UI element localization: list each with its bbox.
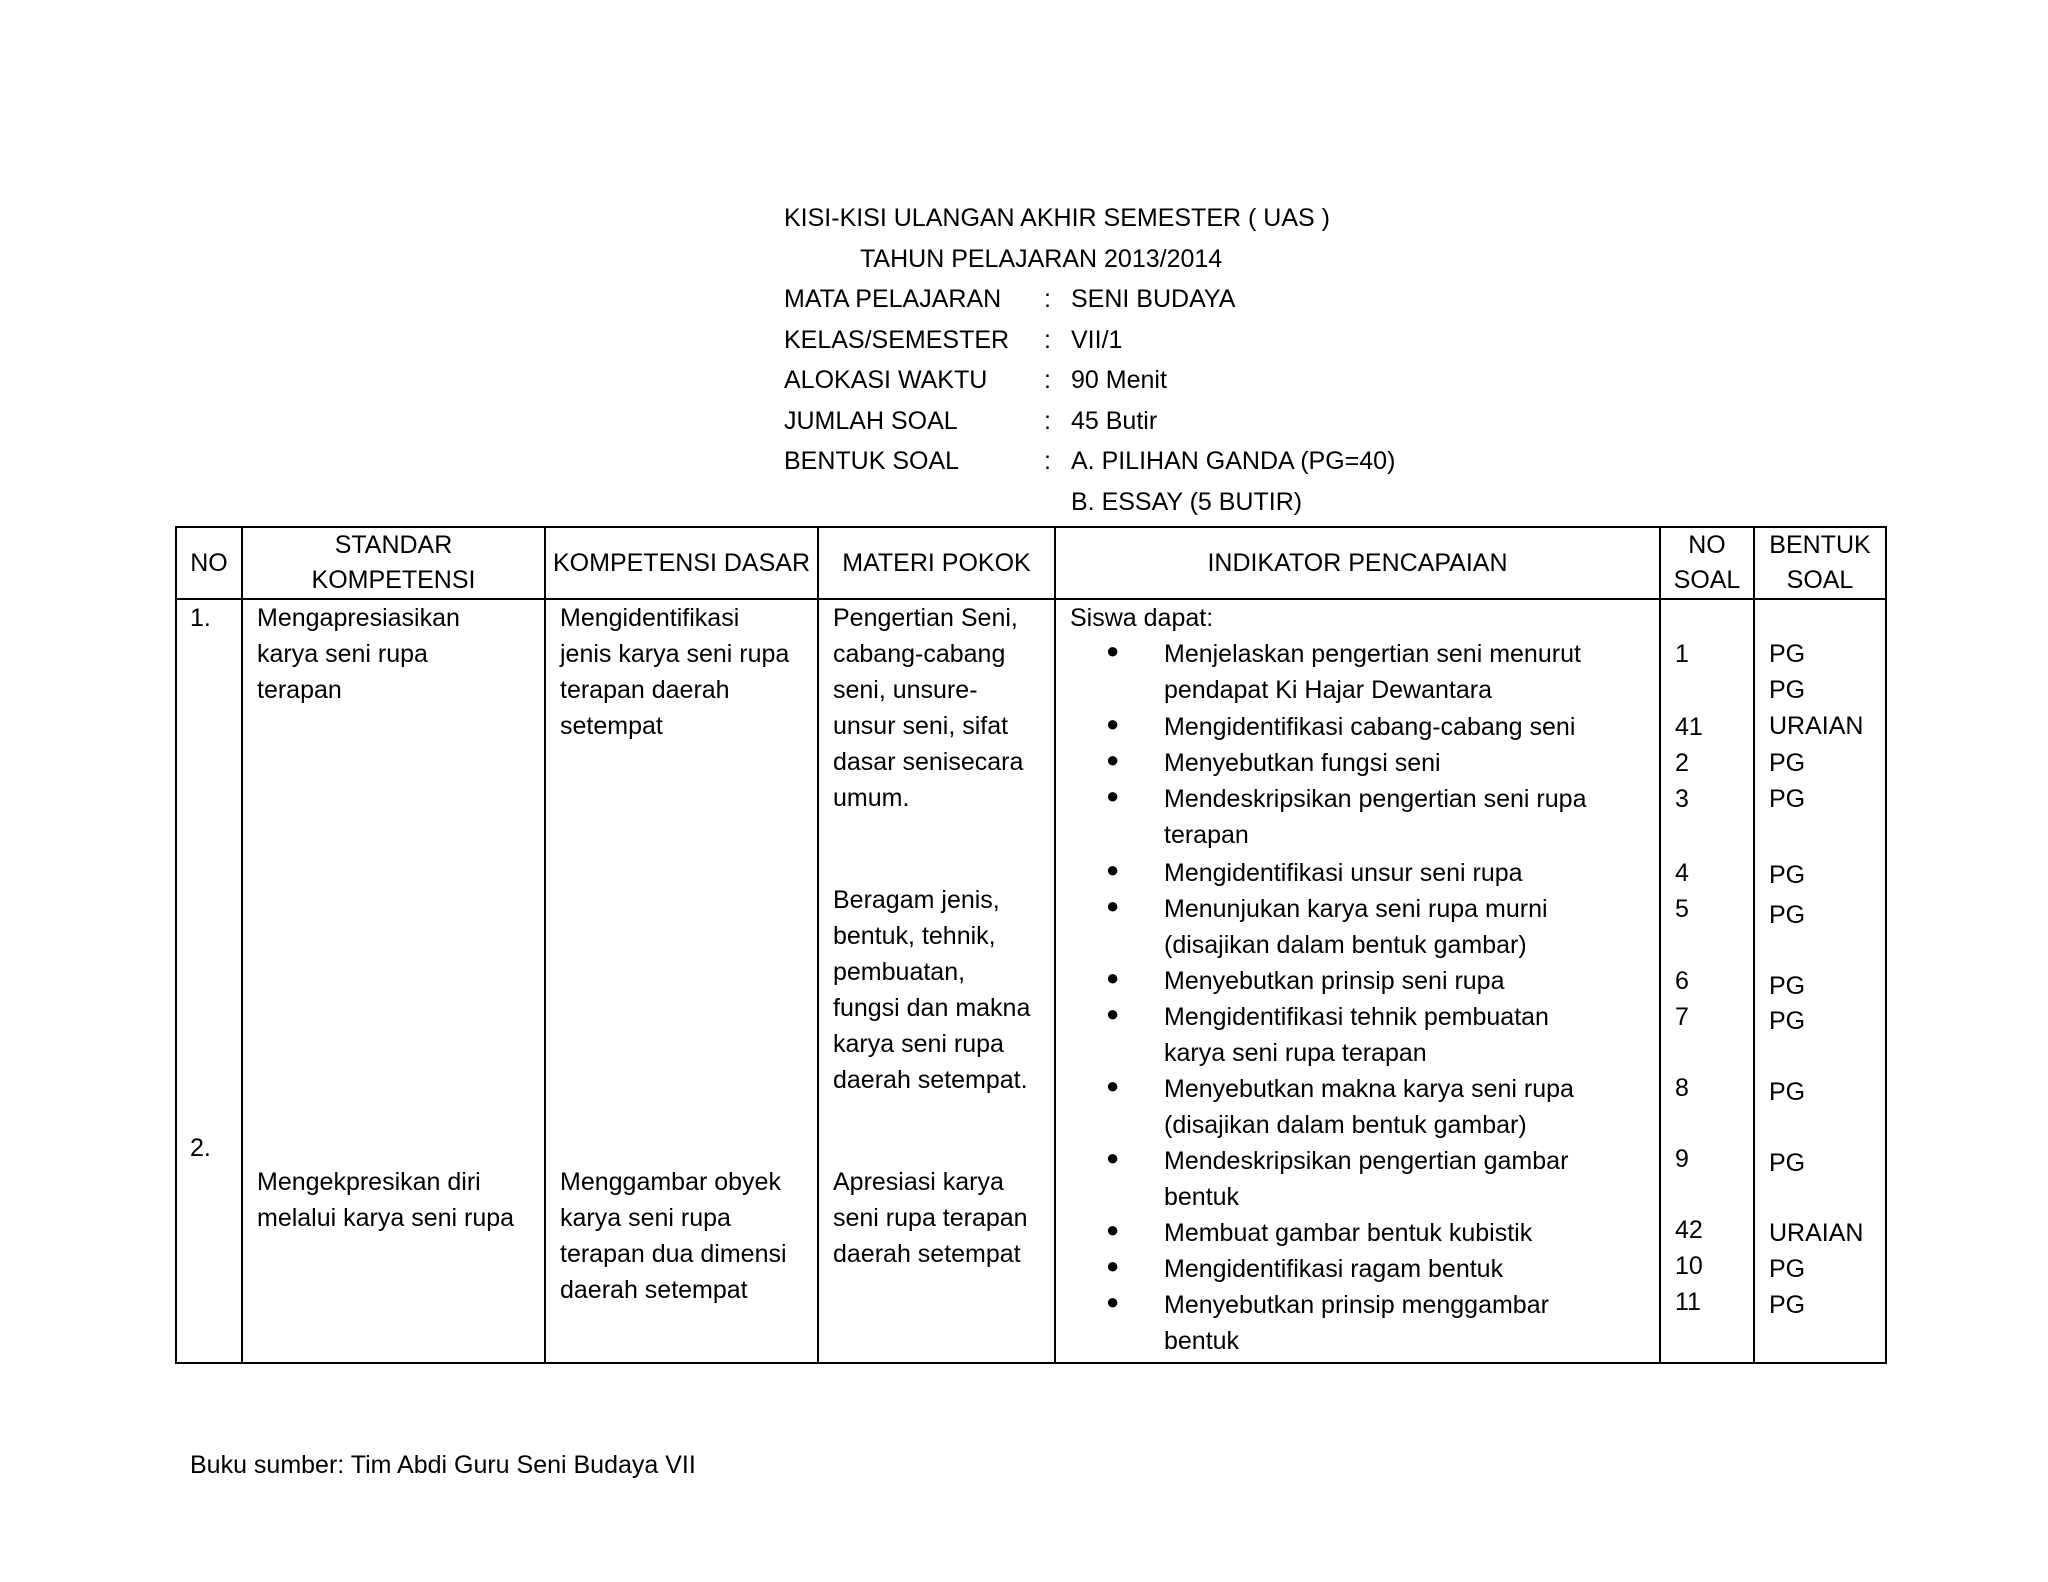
indikator-intro: Siswa dapat: (1070, 604, 1214, 632)
info-value: SENI BUDAYA (1071, 285, 1236, 313)
info-label: ALOKASI WAKTU (784, 366, 988, 394)
cell-no: 1. 2. (176, 599, 242, 1363)
info-label: KELAS/SEMESTER (784, 326, 1010, 354)
info-colon: : (1044, 407, 1051, 435)
cell-indikator: Siswa dapat: ● Menjelaskan pengertian seni menurut pendapat Ki Hajar Dewantara ● Mengidentifikasi cabang-cabang seni ● Menyebutkan fungsi seni ● Mendeskripsikan pengertian seni rupa terapan ● Mengidentifikasi unsur seni rupa ● Menunjukan karya seni rupa murni (disajikan dalam bentuk gambar) ● Menyebutkan prinsip seni rupa ● Mengidentifikasi tehnik pembuatan karya seni rupa terapan ● Menyebutkan makna karya seni rupa (disajikan dalam bentuk gambar) ● Mendeskripsikan pengertian gambar bentuk ● Membuat gambar bentuk kubistik ● Mengidentifikasi ragam bentuk ● Menyebutkan prinsip menggambar bentuk (1055, 599, 1660, 1363)
bullet-icon: ● (1106, 1145, 1120, 1170)
bullet-icon: ● (1106, 965, 1120, 990)
bullet-icon: ● (1106, 1289, 1120, 1314)
table-header-row (176, 527, 1886, 599)
info-value: A. PILIHAN GANDA (PG=40) (1071, 447, 1396, 475)
bullet-icon: ● (1106, 747, 1120, 772)
cell-bentuk-soal: PG PG URAIAN PG PG PG PG PG PG PG PG URAIAN PG PG (1754, 599, 1886, 1363)
cell-materi-pokok: Pengertian Seni, cabang-cabang seni, unsure- unsur seni, sifat dasar senisecara umum. Beragam jenis, bentuk, tehnik, pembuatan, fungsi dan makna karya seni rupa daerah setempat. Apresiasi karya seni rupa terapan daerah setempat (818, 599, 1055, 1363)
bullet-icon: ● (1106, 1253, 1120, 1278)
info-value: VII/1 (1071, 326, 1123, 354)
bullet-icon: ● (1106, 1073, 1120, 1098)
info-label: MATA PELAJARAN (784, 285, 1002, 313)
table-row (176, 599, 1886, 1363)
cell-no-soal: 1 41 2 3 4 5 6 7 8 9 42 10 11 (1660, 599, 1754, 1363)
info-colon: : (1044, 366, 1051, 394)
info-value: 90 Menit (1071, 366, 1167, 394)
info-value: B. ESSAY (5 BUTIR) (1071, 488, 1303, 516)
header-indikator: INDIKATOR PENCAPAIAN (1055, 527, 1660, 599)
header-bentuk-soal: BENTUK SOAL (1754, 527, 1886, 599)
bullet-icon: ● (1106, 1001, 1120, 1026)
info-label: BENTUK SOAL (784, 447, 960, 475)
kisi-kisi-table (175, 526, 1887, 1364)
cell-kompetensi-dasar: Mengidentifikasi jenis karya seni rupa terapan daerah setempat Menggambar obyek karya seni rupa terapan dua dimensi daerah setempat (545, 599, 818, 1363)
header-kompetensi-dasar: KOMPETENSI DASAR (545, 527, 818, 599)
bullet-icon: ● (1106, 638, 1120, 663)
header-materi-pokok: MATERI POKOK (818, 527, 1055, 599)
header-no: NO (176, 527, 242, 599)
header-no-soal: NO SOAL (1660, 527, 1754, 599)
bullet-icon: ● (1106, 857, 1120, 882)
bullet-icon: ● (1106, 1217, 1120, 1242)
document-title: KISI-KISI ULANGAN AKHIR SEMESTER ( UAS ) (784, 204, 1330, 232)
cell-standar-kompetensi: Mengapresiasikan karya seni rupa terapan Mengekpresikan diri melalui karya seni rupa (242, 599, 545, 1363)
source-note: Buku sumber: Tim Abdi Guru Seni Budaya VII (190, 1451, 696, 1479)
bullet-icon: ● (1106, 783, 1120, 808)
info-value: 45 Butir (1071, 407, 1158, 435)
info-colon: : (1044, 326, 1051, 354)
bullet-icon: ● (1106, 711, 1120, 736)
bullet-icon: ● (1106, 893, 1120, 918)
info-colon: : (1044, 447, 1051, 475)
header-standar-kompetensi: STANDAR KOMPETENSI (242, 527, 545, 599)
academic-year: TAHUN PELAJARAN 2013/2014 (860, 245, 1223, 273)
info-label: JUMLAH SOAL (784, 407, 958, 435)
info-colon: : (1044, 285, 1051, 313)
